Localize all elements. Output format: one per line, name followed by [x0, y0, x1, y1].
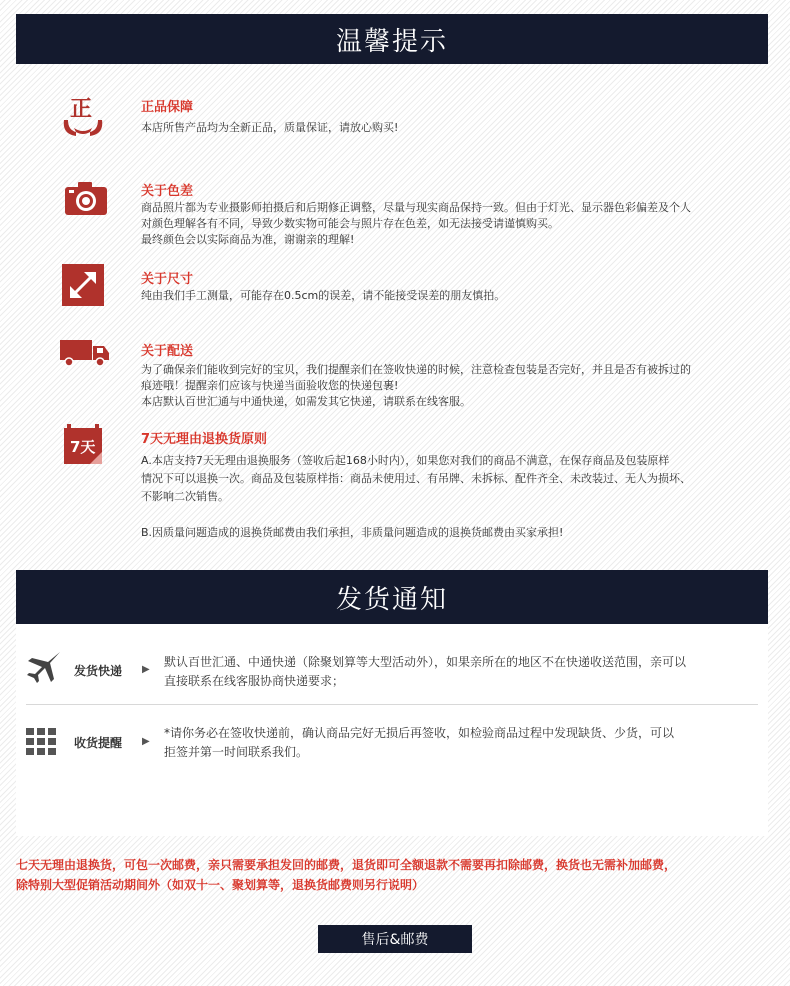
shipping-line: *请你务必在签收快递前，确认商品完好无损后再签收，如检验商品过程中发现缺货、少货，可以 — [164, 726, 675, 740]
airplane-icon — [26, 650, 62, 688]
genuine-icon-glyph: 正 — [70, 97, 93, 122]
shipping-banner-title: 发货通知 — [335, 584, 448, 615]
calendar-7day-icon — [64, 424, 104, 466]
play-arrow-icon: ▶ — [142, 664, 150, 675]
item-line: 为了确保亲们能收到完好的宝贝，我们提醒亲们在签收快递的时候，注意检查包装是否完好，并且是否有被拆过的 — [141, 363, 691, 376]
notice-banner — [16, 14, 768, 64]
item-text — [141, 200, 771, 248]
item-line: 痕迹哦！提醒亲们应该与快递当面验收您的快递包裹! — [141, 379, 399, 392]
truck-icon — [60, 338, 110, 372]
shipping-line: 默认百世汇通、中通快递（除聚划算等大型活动外），如果亲所在的地区不在快递收送范围，亲可以 — [164, 655, 687, 669]
shipping-line: 拒签并第一时间联系我们。 — [164, 745, 309, 759]
shipping-section — [16, 624, 768, 836]
shipping-label: 发货快递 — [74, 664, 123, 678]
item-text — [141, 362, 771, 410]
item-title: 7天无理由退换货原则 — [141, 432, 268, 447]
item-line: A.本店支持7天无理由退换服务（签收后起168小时内），如果您对我们的商品不满意，在保存商品及包装原样 — [141, 454, 670, 467]
item-line: 情况下可以退换一次。商品及包装原样指：商品未使用过、有吊牌、未拆标、配件齐全、未改装过、无人为损坏、 — [141, 472, 691, 485]
shipping-label: 收货提醒 — [74, 736, 123, 750]
item-title: 关于色差 — [141, 184, 194, 199]
item-line: 商品照片都为专业摄影师拍摄后和后期修正调整，尽量与现实商品保持一致。但由于灯光、显示器色彩偏差及个人 — [141, 201, 691, 214]
item-title: 关于尺寸 — [141, 272, 194, 287]
item-text — [141, 452, 771, 542]
item-line: B.因质量问题造成的退换货邮费由我们承担，非质量问题造成的退换货邮费由买家承担! — [141, 526, 564, 539]
grid-icon — [26, 728, 56, 760]
return-policy-notice — [16, 855, 768, 895]
after-sales-shipping-button[interactable] — [318, 925, 472, 953]
item-line: 纯由我们手工测量，可能存在0.5cm的误差，请不能接受误差的朋友慎拍。 — [141, 289, 506, 302]
item-line: 本店所售产品均为全新正品，质量保证，请放心购买! — [141, 121, 399, 134]
item-title: 关于配送 — [141, 344, 194, 359]
item-text — [141, 288, 771, 304]
item-text — [141, 120, 771, 136]
notice-line: 除特别大型促销活动期间外（如双十一、聚划算等，退换货邮费则另行说明） — [16, 878, 425, 892]
item-line: 不影响二次销售。 — [141, 490, 229, 503]
shipping-text — [164, 653, 744, 691]
item-line: 本店默认百世汇通与中通快递，如需发其它快递，请联系在线客服。 — [141, 395, 471, 408]
shipping-line: 直接联系在线客服协商快递要求； — [164, 674, 345, 688]
item-line — [141, 506, 771, 524]
notice-section — [16, 72, 768, 552]
resize-arrow-icon — [62, 264, 104, 310]
genuine-icon — [60, 90, 106, 140]
footer-button-label: 售后&邮费 — [361, 932, 429, 948]
shipping-banner — [16, 570, 768, 624]
item-title: 正品保障 — [141, 100, 194, 115]
notice-line: 七天无理由退换货，可包一次邮费，亲只需要承担发回的邮费，退货即可全额退款不需要再扣除邮费，换货也无需补加邮费， — [16, 858, 677, 872]
shipping-text — [164, 724, 744, 762]
calendar-icon-label: 7天 — [70, 438, 96, 456]
item-line: 最终颜色会以实际商品为准，谢谢亲的理解! — [141, 233, 355, 246]
play-arrow-icon: ▶ — [142, 736, 150, 747]
item-line: 对颜色理解各有不同，导致少数实物可能会与照片存在色差，如无法接受请谨慎购买。 — [141, 217, 559, 230]
notice-banner-title: 温馨提示 — [335, 26, 448, 57]
camera-icon — [64, 180, 108, 220]
shipping-divider — [26, 704, 758, 705]
